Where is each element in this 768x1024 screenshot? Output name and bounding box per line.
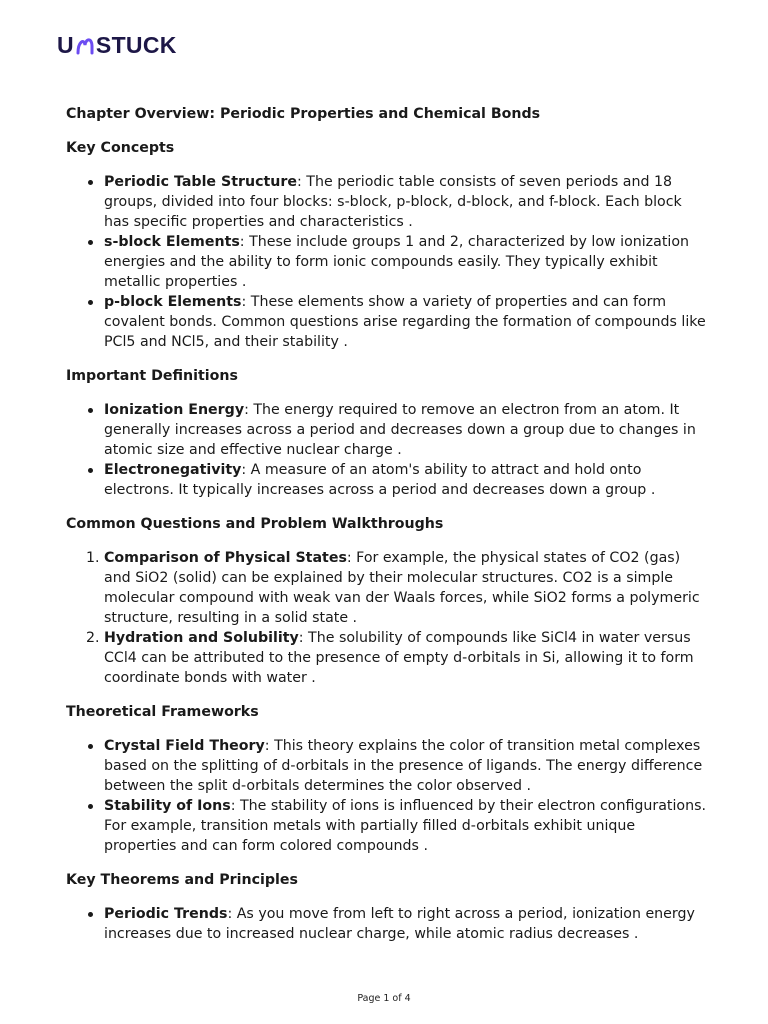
item-term: Comparison of Physical States [104, 550, 347, 566]
item-term: s-block Elements [104, 234, 240, 250]
item-term: p-block Elements [104, 294, 242, 310]
item-term: Hydration and Solubility [104, 630, 299, 646]
section-heading: Theoretical Frameworks [66, 704, 259, 720]
section-heading: Key Concepts [66, 140, 175, 156]
page-number: Page 1 of 4 [357, 993, 411, 1004]
item-text: : A measure of an atom's ability to attract and hold onto electrons. It typically increases across a period and decreases down a group . [104, 462, 656, 498]
numbered-list [66, 548, 706, 688]
item-text: : As you move from left to right across a period, ionization energy increases due to increased nuclear charge, while atomic radius decreases . [104, 906, 695, 942]
list-item [104, 292, 706, 352]
section-heading: Key Theorems and Principles [66, 872, 298, 888]
item-text: : The stability of ions is influenced by their electron configurations. For example, transition metals with partially filled d-orbitals exhibit unique properties and can form colored compounds . [104, 798, 706, 854]
list-item [104, 400, 706, 460]
section-heading: Common Questions and Problem Walkthroughs [66, 516, 444, 532]
list-item [104, 904, 706, 944]
list-item [104, 736, 706, 796]
list-item [104, 548, 706, 628]
list-item [104, 172, 706, 232]
item-term: Electronegativity [104, 462, 242, 478]
list-item [104, 460, 706, 500]
document-body [66, 104, 706, 958]
item-term: Crystal Field Theory [104, 738, 265, 754]
list-item [104, 628, 706, 688]
bullet-list [66, 400, 706, 500]
item-term: Periodic Table Structure [104, 174, 298, 190]
bullet-list [66, 172, 706, 352]
item-term: Periodic Trends [104, 906, 228, 922]
logo-swirl-icon [75, 34, 95, 56]
item-term: Ionization Energy [104, 402, 245, 418]
item-term: Stability of Ions [104, 798, 231, 814]
item-text: : This theory explains the color of transition metal complexes based on the splitting of d-orbitals in the presence of ligands. The energy difference between the split d-orbitals determines the color observed . [104, 738, 703, 794]
bullet-list [66, 736, 706, 856]
item-text: : For example, the physical states of CO2 (gas) and SiO2 (solid) can be explained by their molecular structures. CO2 is a simple molecular compound with weak van der Waals forces, while SiO2 forms a polymeric structure, resulting in a solid state . [104, 550, 700, 626]
unstuck-logo [57, 31, 177, 59]
item-text: : These include groups 1 and 2, characterized by low ionization energies and the ability to form ionic compounds easily. They typically exhibit metallic properties . [104, 234, 689, 290]
item-text: : The energy required to remove an electron from an atom. It generally increases across a period and decreases down a group due to changes in atomic size and effective nuclear charge . [104, 402, 696, 458]
item-text: : The solubility of compounds like SiCl4 in water versus CCl4 can be attributed to the presence of empty d-orbitals in Si, allowing it to form coordinate bonds with water . [104, 630, 694, 686]
logo-text-start: U [57, 31, 74, 58]
logo-text-end: STUCK [95, 31, 177, 58]
document-title: Chapter Overview: Periodic Properties and Chemical Bonds [66, 106, 541, 122]
bullet-list [66, 904, 706, 944]
list-item [104, 232, 706, 292]
section-heading: Important Definitions [66, 368, 238, 384]
item-text: : These elements show a variety of properties and can form covalent bonds. Common questions arise regarding the formation of compounds like PCl5 and NCl5, and their stability . [104, 294, 706, 350]
item-text: : The periodic table consists of seven periods and 18 groups, divided into four blocks: s-block, p-block, d-block, and f-block. Each block has specific properties and characteristics . [104, 174, 682, 230]
list-item [104, 796, 706, 856]
